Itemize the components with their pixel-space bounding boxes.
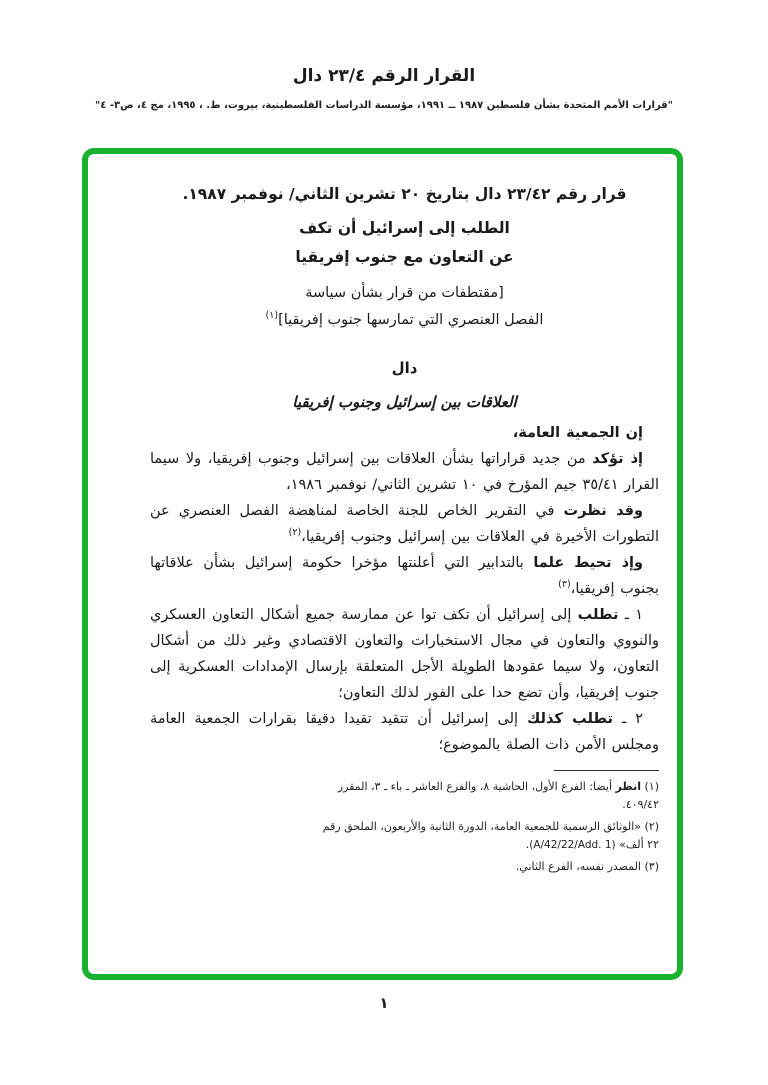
paragraph <box>150 446 659 498</box>
paragraph <box>150 420 659 446</box>
text-segment: (٣) المصدر نفسه، الفرع الثاني. <box>515 860 659 873</box>
text-segment: من جديد قراراتها بشأن العلاقات بين إسرائيل وجنوب إفريقيا، ولا سيما القرار ٣٥/٤١ جيم المؤرخ في ١٠ تشرين الثاني/ نوفمبر ١٩٨٦، <box>150 451 659 493</box>
text-segment: وإذ تحيط علما <box>533 555 644 571</box>
paragraph <box>150 706 659 758</box>
footnotes-block <box>319 770 659 876</box>
page-number: ١ <box>379 994 389 1012</box>
resolution-number-line: قرار رقم ٢٣/٤٢ دال بتاريخ ٢٠ تشرين الثاني/ نوفمبر ١٩٨٧. <box>182 185 627 203</box>
text-segment: (١) <box>640 780 659 793</box>
text-segment: انظر <box>615 780 641 793</box>
text-segment: أيضا: الفرع الأول، الحاشية ٨، والفرع العاشر ـ باء ـ ٣، المقرر ٤٠٩/٤٢. <box>337 780 659 811</box>
bracket-note-line1: [مقتطفات من قرار بشأن سياسة <box>305 285 504 301</box>
footnote-ref: (٣) <box>558 579 571 591</box>
footnote-ref-1: (١) <box>265 310 279 322</box>
section-letter: دال <box>391 359 418 377</box>
paragraph <box>150 550 659 602</box>
paragraph <box>150 602 659 706</box>
text-segment: بالتدابير التي أعلنتها مؤخرا حكومة إسرائيل بشأن علاقاتها بجنوب إفريقيا، <box>150 555 659 597</box>
footnote-ref: (٢) <box>288 527 302 539</box>
text-segment: (A/42/22/Add. 1) <box>529 839 616 851</box>
text-segment: إذ تؤكد <box>592 451 643 467</box>
resolution-body <box>150 420 659 758</box>
section-title: العلاقات بين إسرائيل وجنوب إفريقيا <box>292 393 517 411</box>
footnote-divider <box>554 770 659 771</box>
text-segment: إلى إسرائيل أن تتقيد تقيدا دقيقا بقرارات الجمعية العامة ومجلس الأمن ذات الصلة بالموضوع؛ <box>150 711 659 753</box>
footnote <box>319 858 659 876</box>
text-segment: . <box>525 838 530 851</box>
text-segment: وقد نظرت <box>563 503 643 519</box>
text-segment: إن الجمعية العامة، <box>512 425 643 441</box>
footnote <box>319 778 659 814</box>
text-segment: تطلب <box>577 607 619 623</box>
text-segment: ١ ـ <box>618 607 644 623</box>
text-segment: في التقرير الخاص للجنة الخاصة لمناهضة الفصل العنصري عن التطورات الأخيرة في العلاقات بين إسرائيل وجنوب إفريقيا، <box>150 503 659 545</box>
paragraph <box>150 498 659 550</box>
bracket-note-line2 <box>150 307 659 334</box>
resolution-title-line1: الطلب إلى إسرائيل أن تكف <box>299 219 510 237</box>
document-frame <box>82 148 683 980</box>
bracket-note-text: الفصل العنصري التي تمارسها جنوب إفريقيا] <box>278 312 544 328</box>
footnotes-list <box>319 778 659 876</box>
resolution-title-line2: عن التعاون مع جنوب إفريقيا <box>295 248 514 266</box>
text-segment: (٢) «الوثائق الرسمية للجمعية العامة، الدورة الثانية والأربعون، الملحق رقم ٢٢ ألف» <box>322 820 659 851</box>
source-citation: "قرارات الأمم المتحدة بشأن فلسطين ١٩٨٧ ــ ١٩٩١، مؤسسة الدراسات الفلسطينية، بيروت، ط. ، ١٩٩٥، مج ٤، ص٣- ٤" <box>95 100 673 111</box>
text-segment: إلى إسرائيل أن تكف توا عن ممارسة جميع أشكال التعاون العسكري والنووي والتعاون في مجال الاستخبارات والتعاون الاقتصادي وغير ذلك من أشكال التعاون، ولا سيما عقودها الطويلة الأجل المتعلقة بإرسال الإمدادات العسكرية إلى جنوب إفريقيا، وأن تضع حدا على الفور لذلك التعاون؛ <box>150 607 659 701</box>
page-title: القرار الرقم ٢٣/٤ دال <box>292 66 476 86</box>
footnote <box>319 818 659 854</box>
resolution-document <box>88 154 677 974</box>
text-segment: تطلب كذلك <box>527 711 614 727</box>
text-segment: ٢ ـ <box>613 711 644 727</box>
